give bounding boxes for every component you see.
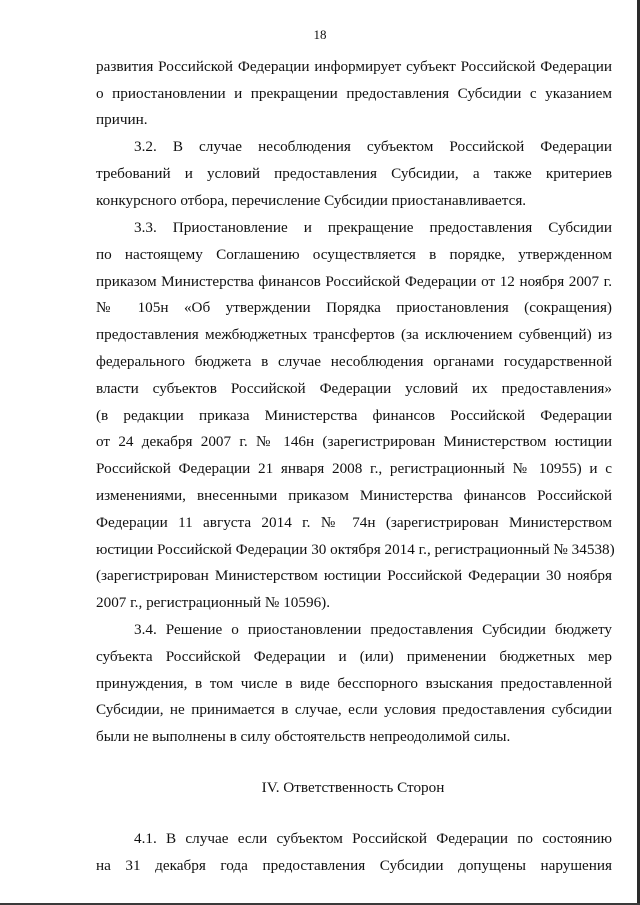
text-line: принуждения, в том числе в виде бесспорного взыскания предоставленной bbox=[96, 675, 612, 692]
text-line: Российской Федерации 21 января 2008 г., регистрационный № 10955) и с bbox=[96, 460, 612, 477]
text-line: о приостановлении и прекращении предоставления Субсидии с указанием bbox=[96, 85, 612, 102]
section-heading: IV. Ответственность Сторон bbox=[261, 779, 445, 796]
text-line: власти субъектов Российской Федерации условий их предоставления» bbox=[96, 380, 612, 397]
text-line: предоставления межбюджетных трансфертов (за исключением субвенций) из bbox=[96, 326, 612, 343]
text-line: Федерации 11 августа 2014 г. № 74н (зарегистрирован Министерством bbox=[96, 514, 612, 531]
text-line: № 105н «Об утверждении Порядка приостановления (сокращения) bbox=[96, 299, 612, 316]
text-line: по настоящему Соглашению осуществляется в порядке, утвержденном bbox=[96, 246, 612, 263]
text-line: субъекта Российской Федерации и (или) применении бюджетных мер bbox=[96, 648, 612, 665]
text-line: развития Российской Федерации информирует субъект Российской Федерации bbox=[96, 58, 612, 75]
text-line: от 24 декабря 2007 г. № 146н (зарегистрирован Министерством юстиции bbox=[96, 433, 612, 450]
text-line: конкурсного отбора, перечисление Субсидии приостанавливается. bbox=[96, 192, 527, 209]
text-line: (в редакции приказа Министерства финансов Российской Федерации bbox=[96, 407, 612, 424]
text-line: юстиции Российской Федерации 30 октября 2014 г., регистрационный № 34538) bbox=[96, 541, 615, 558]
text-line: Субсидии, не принимается в случае, если условия предоставления субсидии bbox=[96, 701, 612, 718]
text-line: были не выполнены в силу обстоятельств непреодолимой силы. bbox=[96, 728, 511, 745]
text-line: изменениями, внесенными приказом Министерства финансов Российской bbox=[96, 487, 612, 504]
paragraph-4-1-first-line: 4.1. В случае если субъектом Российской Федерации по состоянию bbox=[134, 830, 612, 847]
page-number: 18 bbox=[313, 27, 327, 42]
text-line: приказом Министерства финансов Российской Федерации от 12 ноября 2007 г. bbox=[96, 273, 612, 290]
text-line: требований и условий предоставления Субсидии, а также критериев bbox=[96, 165, 612, 182]
paragraph-3-2-first-line: 3.2. В случае несоблюдения субъектом Российской Федерации bbox=[134, 138, 612, 155]
text-line: (зарегистрирован Министерством юстиции Российской Федерации 30 ноября bbox=[96, 567, 612, 584]
text-line: причин. bbox=[96, 111, 148, 128]
paragraph-3-3-first-line: 3.3. Приостановление и прекращение предоставления Субсидии bbox=[134, 219, 612, 236]
paragraph-3-4-first-line: 3.4. Решение о приостановлении предоставления Субсидии бюджету bbox=[134, 621, 612, 638]
text-line: 2007 г., регистрационный № 10596). bbox=[96, 594, 331, 611]
text-line: на 31 декабря года предоставления Субсидии допущены нарушения bbox=[96, 857, 612, 874]
text-line: федерального бюджета в случае несоблюдения органами государственной bbox=[96, 353, 612, 370]
